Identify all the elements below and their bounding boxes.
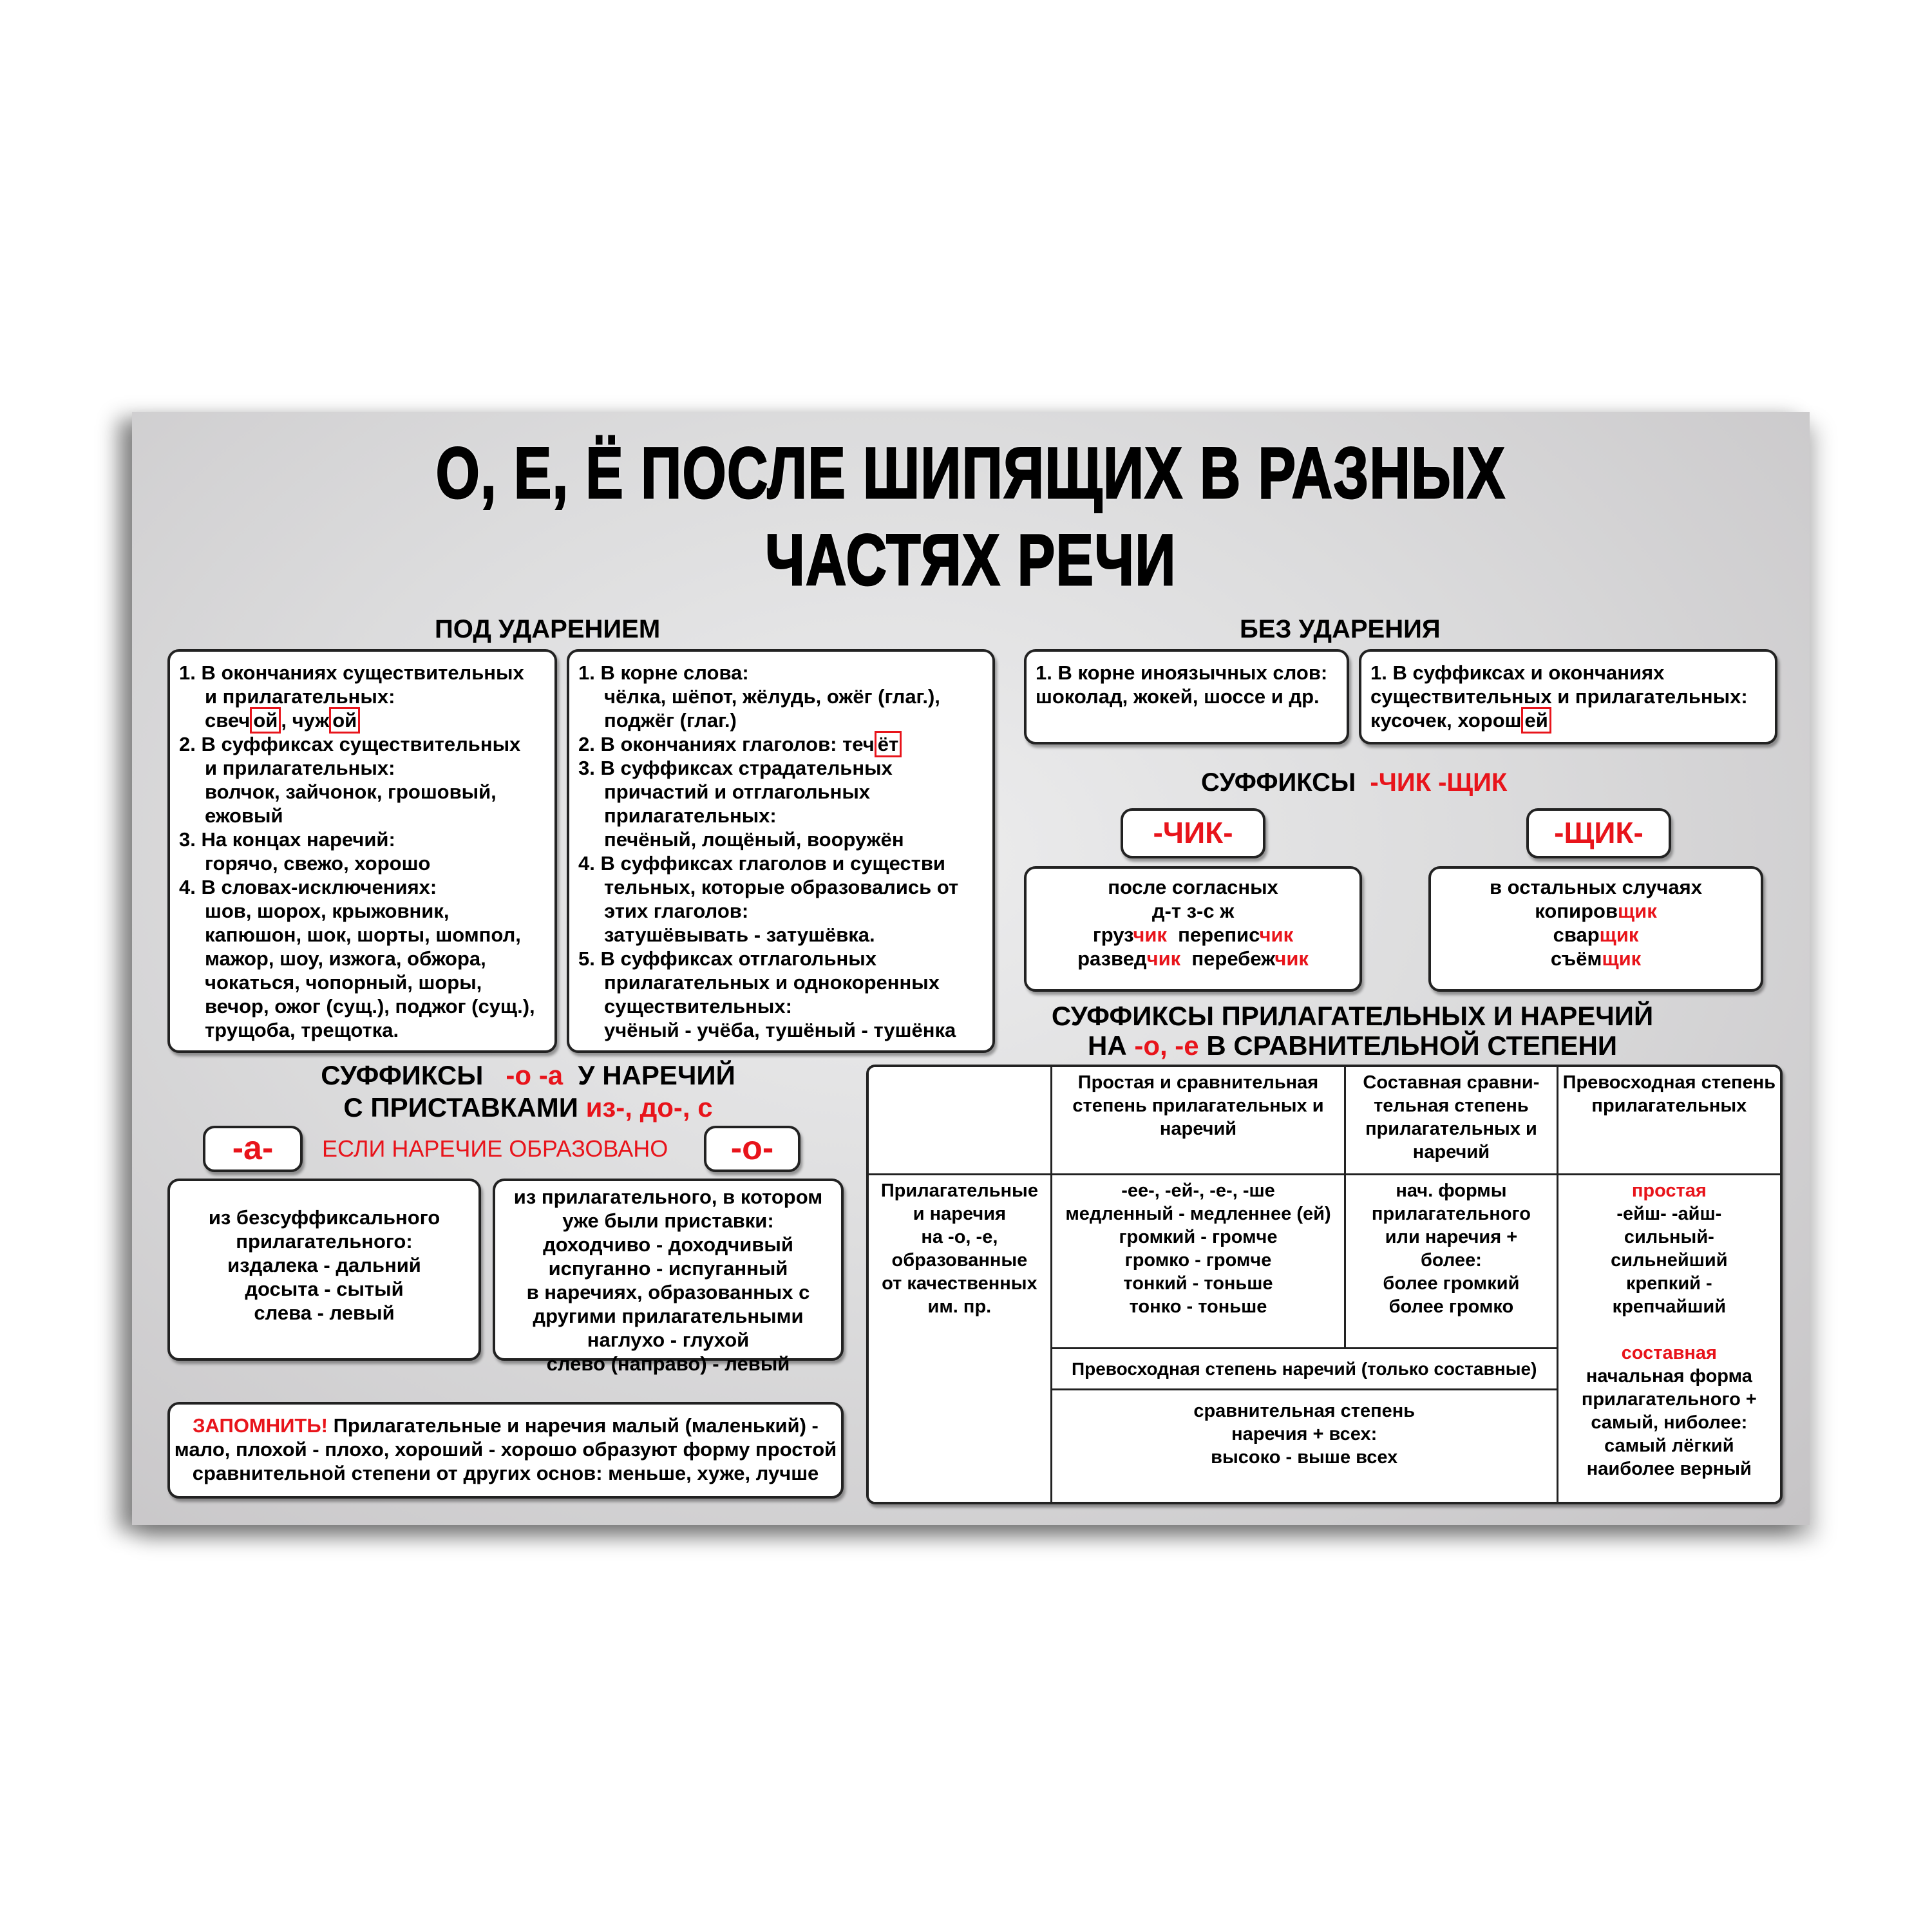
chik-rule-box <box>1024 866 1362 992</box>
example-stem: груз <box>1092 923 1133 946</box>
example: досыта - сытый <box>245 1278 404 1300</box>
heading-text: СУФФИКСЫ <box>1201 768 1356 797</box>
spacer <box>1561 1318 1777 1341</box>
compound-label: составная <box>1621 1343 1717 1363</box>
rule-heading-cont: существительных и прилагательных: <box>1370 685 1748 708</box>
rule-example: шоколад, жокей, шоссе и др. <box>1036 685 1320 708</box>
heading-line2 <box>270 1092 786 1124</box>
example-stem: съём <box>1550 947 1602 970</box>
example: наглухо - глухой <box>587 1329 750 1351</box>
heading-suffixes: -о, -е <box>1134 1030 1199 1061</box>
simple-label: простая <box>1631 1180 1707 1201</box>
row-label-line: от качественных <box>882 1273 1037 1294</box>
ending-frame: ой <box>250 707 281 734</box>
rule-text: после согласных <box>1108 876 1278 898</box>
heading-text: В СРАВНИТЕЛЬНОЙ СТЕПЕНИ <box>1198 1030 1618 1061</box>
heading-text: У НАРЕЧИЙ <box>578 1060 735 1090</box>
rule-1-heading: 1. В окончаниях существительных <box>179 661 524 684</box>
shchik-label-box <box>1526 808 1671 858</box>
rule-4-heading-cont: тельных, которые образовались от <box>604 876 959 898</box>
rule-3-example: печёный, лощёный, вооружён <box>604 828 904 851</box>
heading-text: С ПРИСТАВКАМИ <box>343 1092 578 1122</box>
rule-line: более: <box>1421 1250 1482 1271</box>
rule-text: другими прилагательными <box>533 1305 804 1327</box>
header-compound-comparative: Составная сравни- тельная степень прилагательных и наречий <box>1345 1066 1557 1175</box>
row-label-line: и наречия <box>913 1204 1006 1224</box>
rule-line: или наречия + <box>1385 1227 1518 1247</box>
heading-text: СУФФИКСЫ <box>321 1060 484 1090</box>
example-row <box>1431 923 1761 947</box>
remember-label: ЗАПОМНИТЬ! <box>193 1414 328 1437</box>
example: тонко - тоньше <box>1129 1296 1267 1317</box>
rule-1-example: чёлка, шёпот, жёлудь, ожёг (глаг.), <box>604 685 940 708</box>
example: сильный- <box>1624 1227 1714 1247</box>
example: самый лёгкий <box>1604 1435 1734 1456</box>
rule-2-heading <box>578 732 986 756</box>
row-label-cell <box>868 1175 1052 1503</box>
rule-4-heading: 4. В словах-исключениях: <box>179 876 437 898</box>
rule-4-example: затушёвывать - затушёвка. <box>604 923 875 946</box>
rule-4-heading: 4. В суффиксах глаголов и существи <box>578 852 945 875</box>
row-label-line: образованные <box>891 1250 1028 1271</box>
remember-box <box>167 1402 844 1499</box>
example: доходчиво - доходчивый <box>543 1233 793 1256</box>
example: испуганно - испуганный <box>548 1257 788 1280</box>
rule-example <box>1370 708 1768 732</box>
remember-line2: мало, плохой - плохо, хороший - хорошо образуют форму простой <box>174 1438 837 1461</box>
heading-suffixes: -о -а <box>506 1060 564 1090</box>
rule-3-heading-cont: причастий и отглагольных <box>604 781 871 803</box>
exception-line: мажор, шоу, изжога, обжора, <box>205 947 486 970</box>
adverb-superlative-cell <box>1051 1390 1557 1503</box>
rule-line: сравнительная степень <box>1193 1401 1416 1421</box>
heading-line1: СУФФИКСЫ ПРИЛАГАТЕЛЬНЫХ И НАРЕЧИЙ <box>1051 1001 1654 1031</box>
row-label-line: на -о, -е, <box>921 1227 998 1247</box>
a-suffix-label: -а- <box>232 1130 274 1167</box>
rule-2-text: 2. В окончаниях глаголов: теч <box>578 733 875 755</box>
shchik-rule-box <box>1428 866 1763 992</box>
chik-label: -ЧИК- <box>1153 816 1233 849</box>
header-empty <box>868 1066 1052 1175</box>
stressed-box-verbs <box>567 649 995 1053</box>
exception-line: капюшон, шок, шорты, шомпол, <box>205 923 521 946</box>
poster-board <box>132 412 1810 1525</box>
rule-1-heading: 1. В корне слова: <box>578 661 749 684</box>
example-suffix: чик <box>1133 923 1167 946</box>
a-suffix-rule-box <box>167 1179 481 1361</box>
remember-line3: сравнительной степени от других основ: меньше, хуже, лучше <box>192 1462 819 1484</box>
rule-3-heading: 3. В суффиксах страдательных <box>578 757 893 779</box>
rule-heading: 1. В суффиксах и окончаниях <box>1370 661 1665 684</box>
rule-3-heading: 3. На концах наречий: <box>179 828 395 851</box>
rule-text: в наречиях, образованных с <box>526 1281 810 1303</box>
example-row <box>1431 899 1761 923</box>
example: громкий - громче <box>1119 1227 1278 1247</box>
example: наиболее верный <box>1586 1459 1752 1479</box>
rule-3-example: горячо, свежо, хорошо <box>205 852 431 875</box>
example-row <box>1431 947 1761 971</box>
heading-text: НА <box>1087 1030 1135 1061</box>
adverb-suffixes-heading <box>270 1059 786 1124</box>
adverb-superlative-title: Превосходная степень наречий (только составные) <box>1051 1349 1557 1390</box>
example: слево (направо) - левый <box>546 1352 790 1375</box>
heading-line2 <box>1011 1031 1694 1061</box>
rule-line: прилагательного <box>1371 1204 1531 1224</box>
example: более громко <box>1388 1296 1514 1317</box>
o-suffix-rule-box <box>493 1179 844 1375</box>
rule-1-example <box>179 708 548 732</box>
shchik-label: -ЩИК- <box>1554 816 1643 849</box>
rule-3-heading-cont: прилагательных: <box>604 804 777 827</box>
compound-comparative-cell <box>1345 1175 1557 1349</box>
example-stem: копиров <box>1535 900 1618 922</box>
unstressed-box-suffixes-endings <box>1359 649 1777 744</box>
example-stem: , чуж <box>281 709 330 732</box>
stressed-box-nouns-adjectives <box>167 649 557 1053</box>
rule-2-example: волчок, зайчонок, грошовый, <box>205 781 497 803</box>
example-stem: перебеж <box>1191 947 1275 970</box>
exception-line: трущоба, трещотка. <box>205 1019 399 1041</box>
example: сильнейший <box>1611 1250 1728 1271</box>
example-stem: свеч <box>205 709 251 732</box>
rule-text: уже были приставки: <box>562 1209 774 1232</box>
rule-line: нач. формы <box>1396 1180 1507 1201</box>
rule-line: начальная форма <box>1586 1366 1752 1387</box>
unstressed-box-foreign-roots <box>1024 649 1349 744</box>
example: громко - громче <box>1124 1250 1272 1271</box>
stressed-heading: ПОД УДАРЕНИЕМ <box>435 615 661 643</box>
example: крепчайший <box>1612 1296 1727 1317</box>
example-row <box>1027 923 1359 947</box>
exception-line: вечор, ожог (сущ.), поджог (сущ.), <box>205 995 535 1018</box>
if-adverb-formed-label: ЕСЛИ НАРЕЧИЕ ОБРАЗОВАНО <box>322 1135 668 1162</box>
a-suffix-label-box <box>203 1126 303 1172</box>
suffix-list: -ейш- -айш- <box>1616 1204 1722 1224</box>
example: слева - левый <box>254 1302 395 1324</box>
heading-suffixes: -ЧИК -ЩИК <box>1370 768 1508 797</box>
simple-comparative-cell <box>1051 1175 1345 1349</box>
rule-heading: 1. В корне иноязычных слов: <box>1036 661 1328 684</box>
rule-text: из безсуффиксального <box>208 1206 440 1229</box>
poster-title-line2: ЧАСТЯХ РЕЧИ <box>765 520 1177 600</box>
example-stem: свар <box>1553 923 1600 946</box>
rule-5-heading-cont: существительных: <box>604 995 792 1018</box>
header-simple-comparative: Простая и сравнительная степень прилагательных и наречий <box>1051 1066 1345 1175</box>
rule-2-heading: 2. В суффиксах существительных <box>179 733 521 755</box>
ending-frame: ей <box>1521 707 1551 734</box>
example-stem: кусочек, хорош <box>1370 709 1522 732</box>
example-suffix: чик <box>1259 923 1294 946</box>
header-superlative: Превосходная степень прилагательных <box>1557 1066 1781 1175</box>
rule-4-heading-cont: этих глаголов: <box>604 900 749 922</box>
exception-line: шов, шорох, крыжовник, <box>205 900 450 922</box>
superlative-cell <box>1557 1175 1781 1503</box>
rule-1-example-cont: поджёг (глаг.) <box>604 709 737 732</box>
example: высоко - выше всех <box>1211 1447 1398 1468</box>
exception-line: чокаться, чопорный, шоры, <box>205 971 482 994</box>
rule-2-example-cont: ежовый <box>205 804 283 827</box>
row-label-line: им. пр. <box>927 1296 992 1317</box>
rule-5-heading: 5. В суффиксах отглагольных <box>578 947 876 970</box>
example: медленный - медленнее (ей) <box>1065 1204 1331 1224</box>
example-stem: перепис <box>1178 923 1260 946</box>
rule-text: прилагательного: <box>236 1230 413 1253</box>
example: издалека - дальний <box>227 1254 421 1276</box>
rule-line: прилагательного + <box>1581 1389 1757 1410</box>
rule-1-heading-cont: и прилагательных: <box>205 685 395 708</box>
heading-prefixes: из-, до-, с <box>585 1092 713 1122</box>
example-stem: развед <box>1077 947 1147 970</box>
consonants: д-т з-с ж <box>1151 900 1235 922</box>
example-suffix: щик <box>1618 900 1657 922</box>
rule-text: в остальных случаях <box>1490 876 1702 898</box>
rule-5-heading-cont: прилагательных и однокоренных <box>604 971 940 994</box>
chik-shchik-heading <box>1201 768 1507 797</box>
example-suffix: чик <box>1274 947 1309 970</box>
example: крепкий - <box>1625 1273 1712 1294</box>
example-suffix: щик <box>1602 947 1642 970</box>
comparative-heading <box>1011 1001 1694 1061</box>
poster-title-line1: О, Е, Ё ПОСЛЕ ШИПЯЩИХ В РАЗНЫХ <box>435 433 1506 513</box>
ending-frame: ёт <box>875 731 902 757</box>
ending-frame: ой <box>329 707 360 734</box>
rule-line: наречия + всех: <box>1231 1424 1378 1444</box>
o-suffix-label: -о- <box>730 1130 774 1167</box>
rule-2-heading-cont: и прилагательных: <box>205 757 395 779</box>
rule-5-example: учёный - учёба, тушёный - тушёнка <box>604 1019 956 1041</box>
example-suffix: чик <box>1146 947 1181 970</box>
example-row <box>1027 947 1359 971</box>
chik-label-box <box>1121 808 1265 858</box>
remember-text: Прилагательные и наречия малый (маленький) - <box>327 1414 819 1437</box>
example: тонкий - тоньше <box>1123 1273 1273 1294</box>
example: более громкий <box>1383 1273 1520 1294</box>
heading-line1 <box>270 1059 786 1092</box>
comparison-table <box>866 1065 1783 1504</box>
remember-line1 <box>170 1414 841 1437</box>
rule-line: самый, ниболее: <box>1591 1412 1748 1433</box>
row-label-line: Прилагательные <box>880 1180 1038 1201</box>
example-suffix: щик <box>1599 923 1639 946</box>
rule-text: из прилагательного, в котором <box>513 1186 823 1208</box>
suffix-list: -ее-, -ей-, -е-, -ше <box>1121 1180 1275 1201</box>
o-suffix-label-box <box>704 1126 800 1172</box>
unstressed-heading: БЕЗ УДАРЕНИЯ <box>1240 615 1441 643</box>
